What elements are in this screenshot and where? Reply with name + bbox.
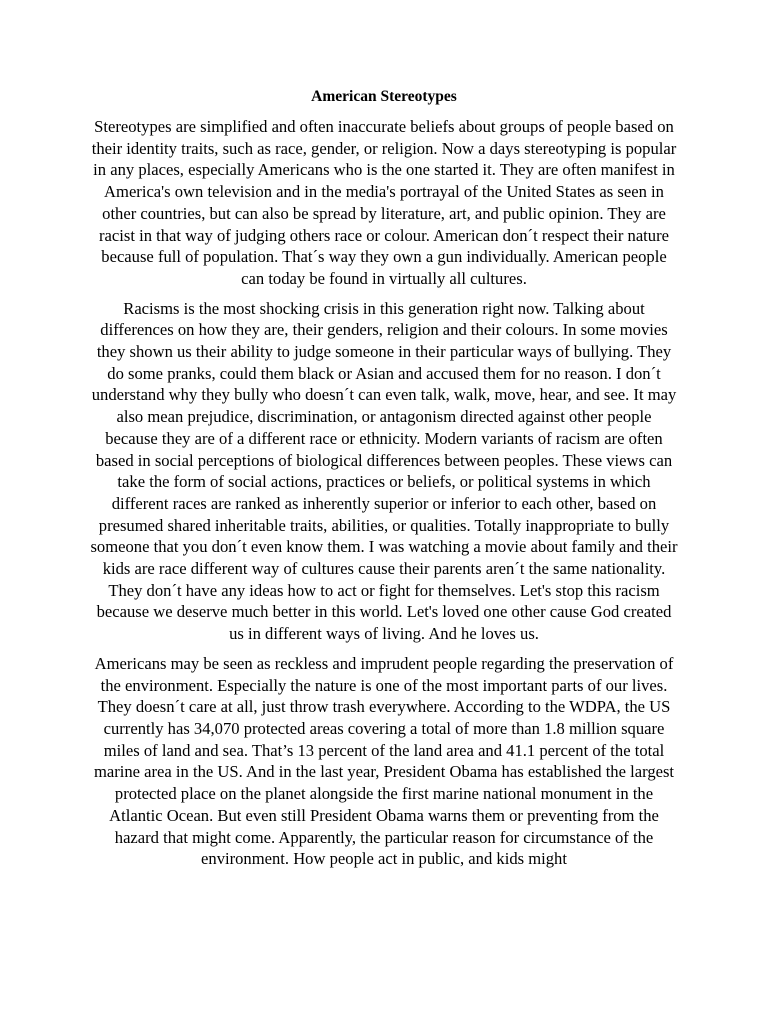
document-title: American Stereotypes (311, 88, 457, 105)
paragraph-environment: Americans may be seen as reckless and imprudent people regarding the preservation of the environment. Especially the nature is one of the most important parts of our lives. They doesn´t care at all, just throw trash everywhere. According to the WDPA, the US currently has 34,070 protected areas covering a total of more than 1.8 million square miles of land and sea. That’s 13 percent of the land area and 41.1 percent of the total marine area in the US. And in the last year, President Obama has established the largest protected place on the planet alongside the first marine national monument in the Atlantic Ocean. But even still President Obama warns them or preventing from the hazard that might come. Apparently, the particular reason for circumstance of the environment. How people act in public, and kids might (93, 653, 675, 869)
paragraph-stereotypes: Stereotypes are simplified and often inaccurate beliefs about groups of people based on their identity traits, such as race, gender, or religion. Now a days stereotyping is popular in any places, especially Americans who is the one started it. They are often manifest in America's own television and in the media's portrayal of the United States as seen in other countries, but can also be spread by literature, art, and public opinion. They are racist in that way of judging others race or colour. American don´t respect their nature because full of population. That´s way they own a gun individually. American people can today be found in virtually all cultures. (91, 117, 677, 288)
paragraph-racism: Racisms is the most shocking crisis in this generation right now. Talking about differences on how they are, their genders, religion and their colours. In some movies they shown us their ability to judge someone in their particular ways of bullying. They do some pranks, could them black or Asian and accused them for no reason. I don´t understand why they bully who doesn´t can even talk, walk, move, hear, and see. It may also mean prejudice, discrimination, or antagonism directed against other people because they are of a different race or ethnicity. Modern variants of racism are often based in social perceptions of biological differences between peoples. These views can take the form of social actions, practices or beliefs, or political systems in which different races are ranked as inherently superior or inferior to each other, based on presumed shared inheritable traits, abilities, or qualities. Totally inappropriate to bully someone that you don´t even know them. I was watching a movie about family and their kids are race different way of cultures cause their parents aren´t the same nationality. They don´t have any ideas how to act or fight for themselves. Let's stop this racism because we deserve much better in this world. Let's loved one other cause God created us in different ways of living. And he loves us. (90, 298, 678, 644)
